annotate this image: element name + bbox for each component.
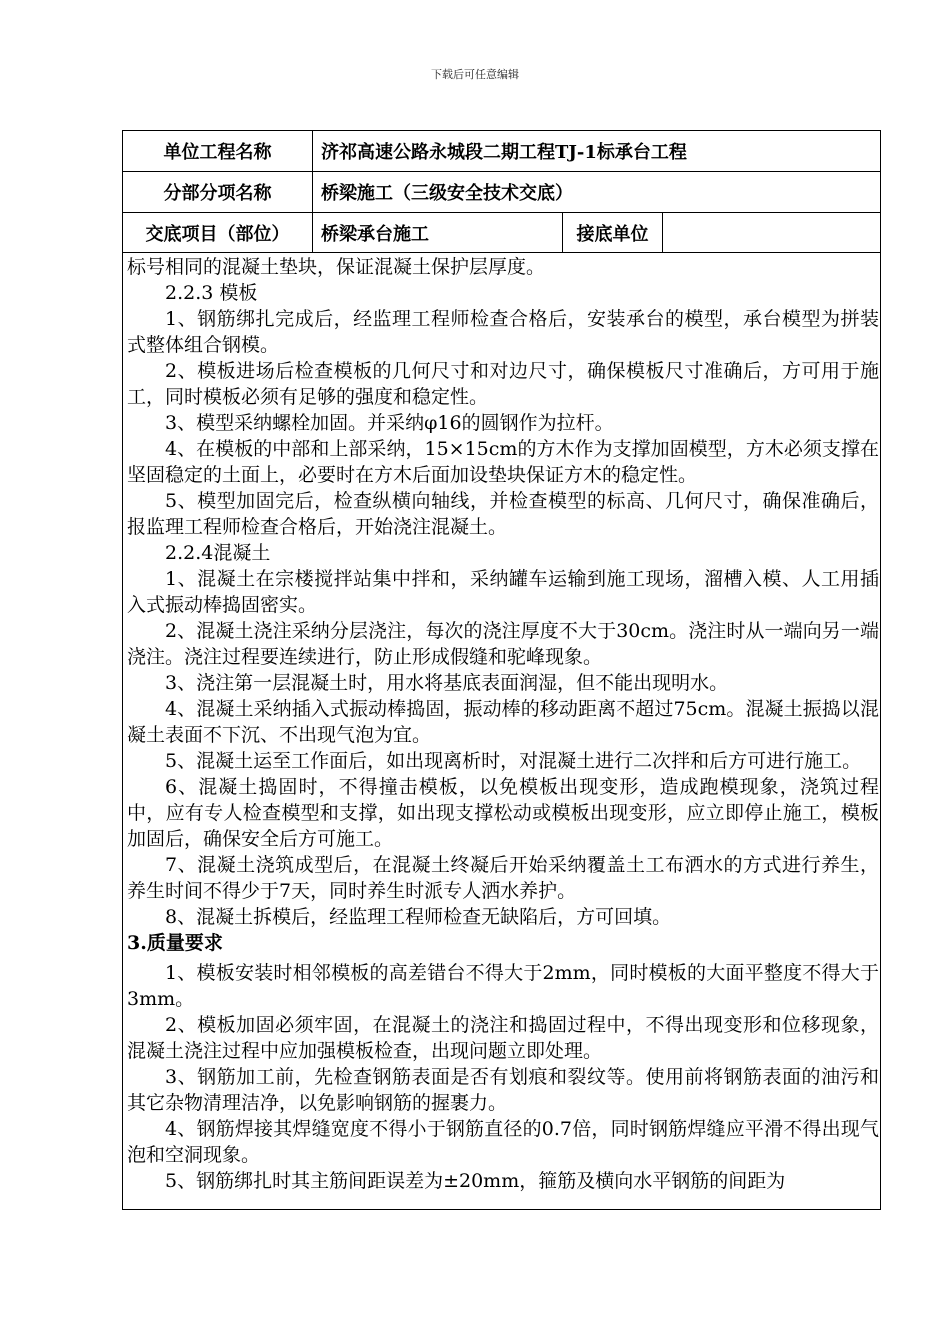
body-paragraph: 1、混凝土在宗楼搅拌站集中拌和，采纳罐车运输到施工现场，溜槽入模、人工用插入式振动棒捣固密实。 bbox=[127, 568, 879, 616]
body-paragraph: 8、混凝土拆模后，经监理工程师检查无缺陷后，方可回填。 bbox=[165, 906, 672, 928]
disclosure-sheet bbox=[122, 130, 881, 1210]
row-subsection bbox=[123, 172, 880, 213]
body-paragraph: 2、混凝土浇注采纳分层浇注，每次的浇注厚度不大于30cm。浇注时从一端向另一端浇注。浇注过程要连续进行，防止形成假缝和驼峰现象。 bbox=[127, 620, 879, 668]
body-paragraph: 2、模板进场后检查模板的几何尺寸和对边尺寸，确保模板尺寸准确后，方可用于施工，同时模板必须有足够的强度和稳定性。 bbox=[127, 360, 879, 408]
body-paragraph: 2.2.3 模板 bbox=[165, 282, 258, 304]
body-paragraph: 3、模型采纳螺栓加固。并采纳φ16的圆钢作为拉杆。 bbox=[165, 412, 614, 434]
body-paragraph: 5、混凝土运至工作面后，如出现离析时，对混凝土进行二次拌和后方可进行施工。 bbox=[165, 750, 862, 772]
label-receiving-unit: 接底单位 bbox=[563, 213, 663, 252]
value-project-name: 济祁高速公路永城段二期工程TJ-1标承台工程 bbox=[321, 142, 687, 163]
body-paragraph: 5、模型加固完后，检查纵横向轴线，并检查模型的标高、几何尺寸，确保准确后，报监理工程师检查合格后，开始浇注混凝土。 bbox=[127, 490, 879, 538]
body-paragraph: 4、在模板的中部和上部采纳，15×15cm的方木作为支撑加固模型，方木必须支撑在坚固稳定的土面上，必要时在方木后面加设垫块保证方木的稳定性。 bbox=[127, 438, 879, 486]
header-watermark: 下载后可任意编辑 bbox=[431, 68, 519, 81]
body-paragraph: 2.2.4混凝土 bbox=[165, 542, 271, 564]
body-paragraph: 4、混凝土采纳插入式振动棒捣固，振动棒的移动距离不超过75cm。混凝土振捣以混凝土表面不下沉、不出现气泡为宜。 bbox=[127, 698, 879, 746]
body-paragraph: 5、钢筋绑扎时其主筋间距误差为±20mm，箍筋及横向水平钢筋的间距为 bbox=[165, 1170, 786, 1192]
body-paragraph: 3、钢筋加工前，先检查钢筋表面是否有划痕和裂纹等。使用前将钢筋表面的油污和其它杂物清理洁净，以免影响钢筋的握裹力。 bbox=[127, 1066, 879, 1114]
value-disclosure-item: 桥梁承台施工 bbox=[313, 213, 563, 252]
body-paragraph: 7、混凝土浇筑成型后，在混凝土终凝后开始采纳覆盖土工布洒水的方式进行养生，养生时间不得少于7天，同时养生时派专人洒水养护。 bbox=[127, 854, 879, 902]
body-paragraph: 2、模板加固必须牢固，在混凝土的浇注和捣固过程中，不得出现变形和位移现象，混凝土浇注过程中应加强模板检查，出现问题立即处理。 bbox=[127, 1014, 879, 1062]
label-project-name: 单位工程名称 bbox=[123, 131, 313, 171]
body-paragraph: 6、混凝土捣固时，不得撞击模板，以免模板出现变形，造成跑模现象，浇筑过程中，应有专人检查模型和支撑，如出现支撑松动或模板出现变形，应立即停止施工，模板加固后，确保安全后方可施工。 bbox=[127, 776, 879, 850]
section-heading: 3.质量要求 bbox=[127, 932, 223, 954]
row-project-name bbox=[123, 131, 880, 172]
row-disclosure-item bbox=[123, 213, 880, 253]
value-subsection: 桥梁施工（三级安全技术交底） bbox=[321, 183, 573, 204]
label-disclosure-item: 交底项目（部位） bbox=[123, 213, 313, 252]
body-paragraph: 标号相同的混凝土垫块，保证混凝土保护层厚度。 bbox=[127, 256, 546, 278]
body-paragraph: 1、钢筋绑扎完成后，经监理工程师检查合格后，安装承台的模型，承台模型为拼装式整体组合钢模。 bbox=[127, 308, 879, 356]
body-paragraph: 1、模板安装时相邻模板的高差错台不得大于2mm，同时模板的大面平整度不得大于3mm。 bbox=[127, 962, 879, 1010]
disclosure-body bbox=[127, 254, 879, 1194]
value-receiving-unit bbox=[663, 213, 880, 252]
body-paragraph: 4、钢筋焊接其焊缝宽度不得小于钢筋直径的0.7倍，同时钢筋焊缝应平滑不得出现气泡和空洞现象。 bbox=[127, 1118, 879, 1166]
body-paragraph: 3、浇注第一层混凝土时，用水将基底表面润湿，但不能出现明水。 bbox=[165, 672, 729, 694]
label-subsection: 分部分项名称 bbox=[123, 172, 313, 212]
